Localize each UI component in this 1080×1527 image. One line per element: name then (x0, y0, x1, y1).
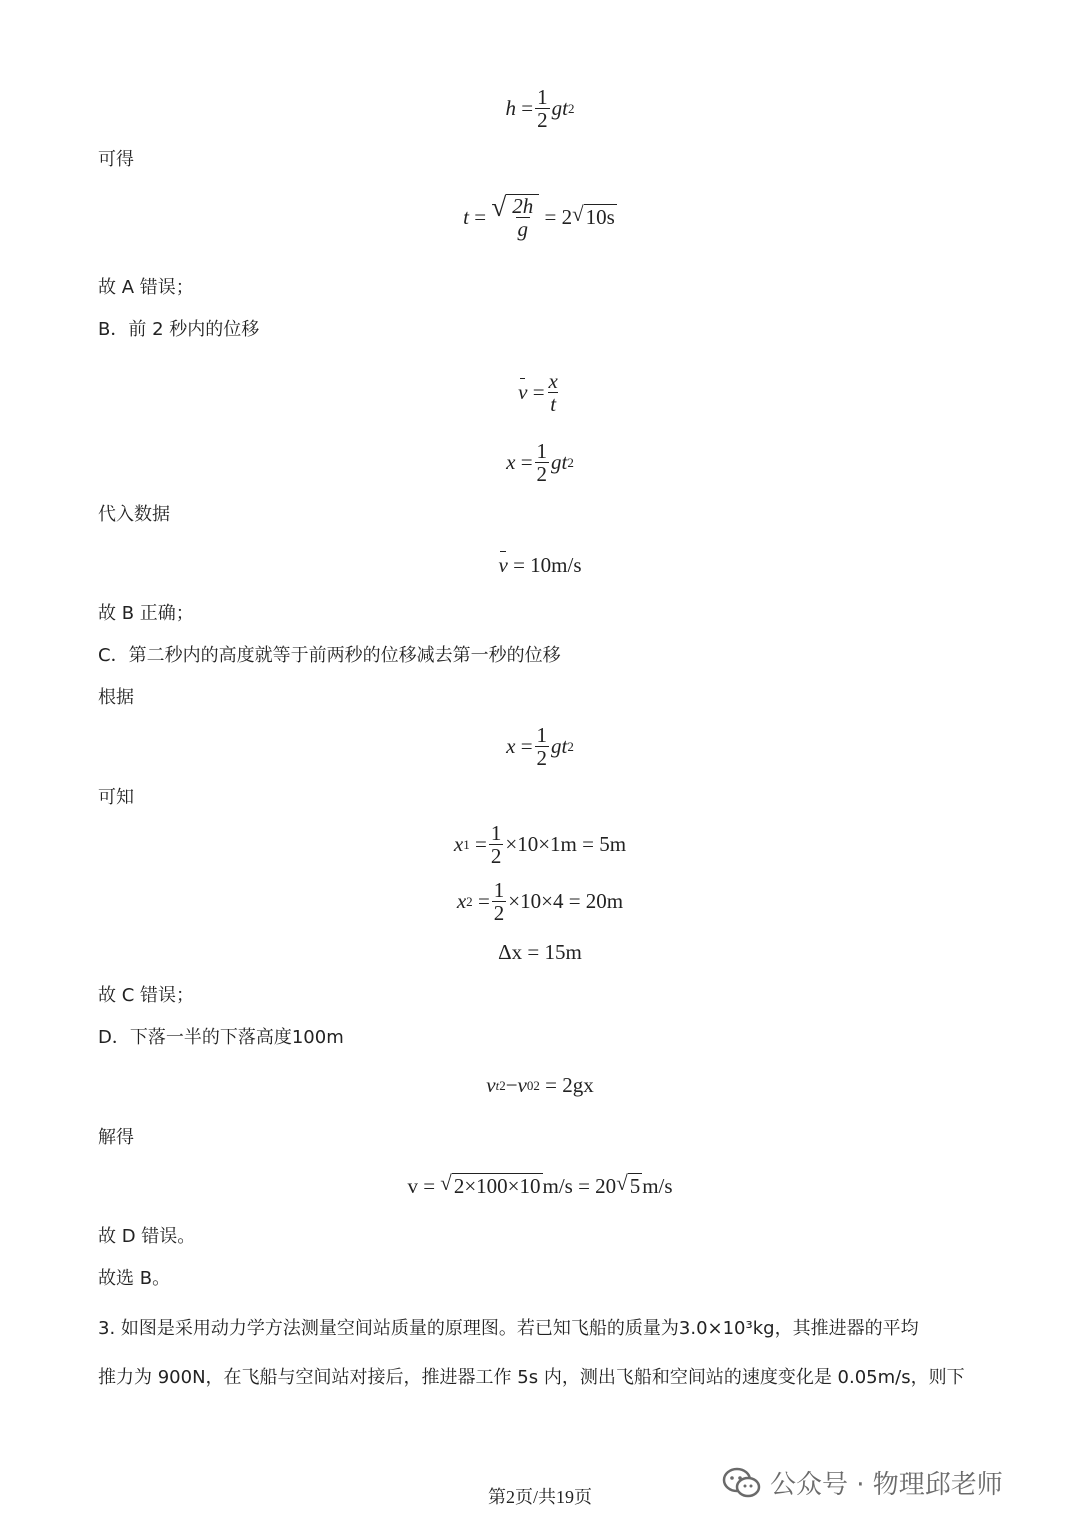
text-gu-a: 故 A 错误； (98, 277, 194, 298)
equation-x1: x 1 = $\frac{1}{2}$ ×10×1m = 5m (453, 821, 627, 868)
question-3-line-1: 3. 如图是采用动力学方法测量空间站质量的原理图。若已知飞船的质量为3.0×10³kg，其推进器的平均 (98, 1318, 919, 1339)
text-dairu: 代入数据 (98, 504, 170, 525)
equation-x2: x 2 = $\frac{1}{2}$ ×10×4 = 20m (456, 878, 624, 925)
question-3-line-2: 推力为 900N，在飞船与空间站对接后，推进器工作 5s 内，测出飞船和空间站的速度变化是 0.05m/s，则下 (98, 1367, 965, 1388)
equation-t-sqrt: t = √ $\frac{2h}{g}$ = 2 √ 10s (463, 192, 615, 241)
equation-v-avg: v = $\frac{x}{t}$ (518, 369, 558, 416)
equation-x-c: x = $\frac{1}{2}$ g t 2 (506, 723, 574, 770)
text-gu-c: 故 C 错误； (98, 985, 195, 1006)
wechat-watermark (722, 1464, 1003, 1501)
text-kede: 可得 (98, 149, 134, 170)
text-option-b: B．前 2 秒内的位移 (98, 319, 260, 340)
text-guxuan: 故选 B。 (98, 1268, 171, 1289)
equation-delta-x: Δx = 15m (498, 940, 582, 964)
text-jiede: 解得 (98, 1127, 134, 1148)
page-footer: 第2页/共19页 (487, 1487, 592, 1507)
text-option-c: C．第二秒内的高度就等于前两秒的位移减去第一秒的位移 (98, 645, 561, 666)
text-kezhi: 可知 (98, 787, 134, 808)
equation-x-b: x = $\frac{1}{2}$ g t 2 (506, 439, 574, 486)
equation-v-result: v = 10m/s (498, 553, 582, 577)
equation-kinematic: v t 2 − v 0 2 = 2gx (486, 1073, 594, 1097)
wechat-icon (722, 1466, 762, 1500)
watermark-text: 公众号 · 物理邱老师 (770, 1470, 1003, 1500)
text-gu-b: 故 B 正确； (98, 603, 194, 624)
text-genju: 根据 (98, 687, 134, 708)
equation-h-free-fall: h = $\frac{1}{2}$ g t 2 (505, 85, 575, 132)
text-gu-d: 故 D 错误。 (98, 1226, 196, 1247)
text-option-d: D．下落一半的下落高度100m (98, 1027, 344, 1048)
equation-v-final: v = √ 2×100×10 m/s = 20 √ 5 m/s (407, 1171, 673, 1198)
